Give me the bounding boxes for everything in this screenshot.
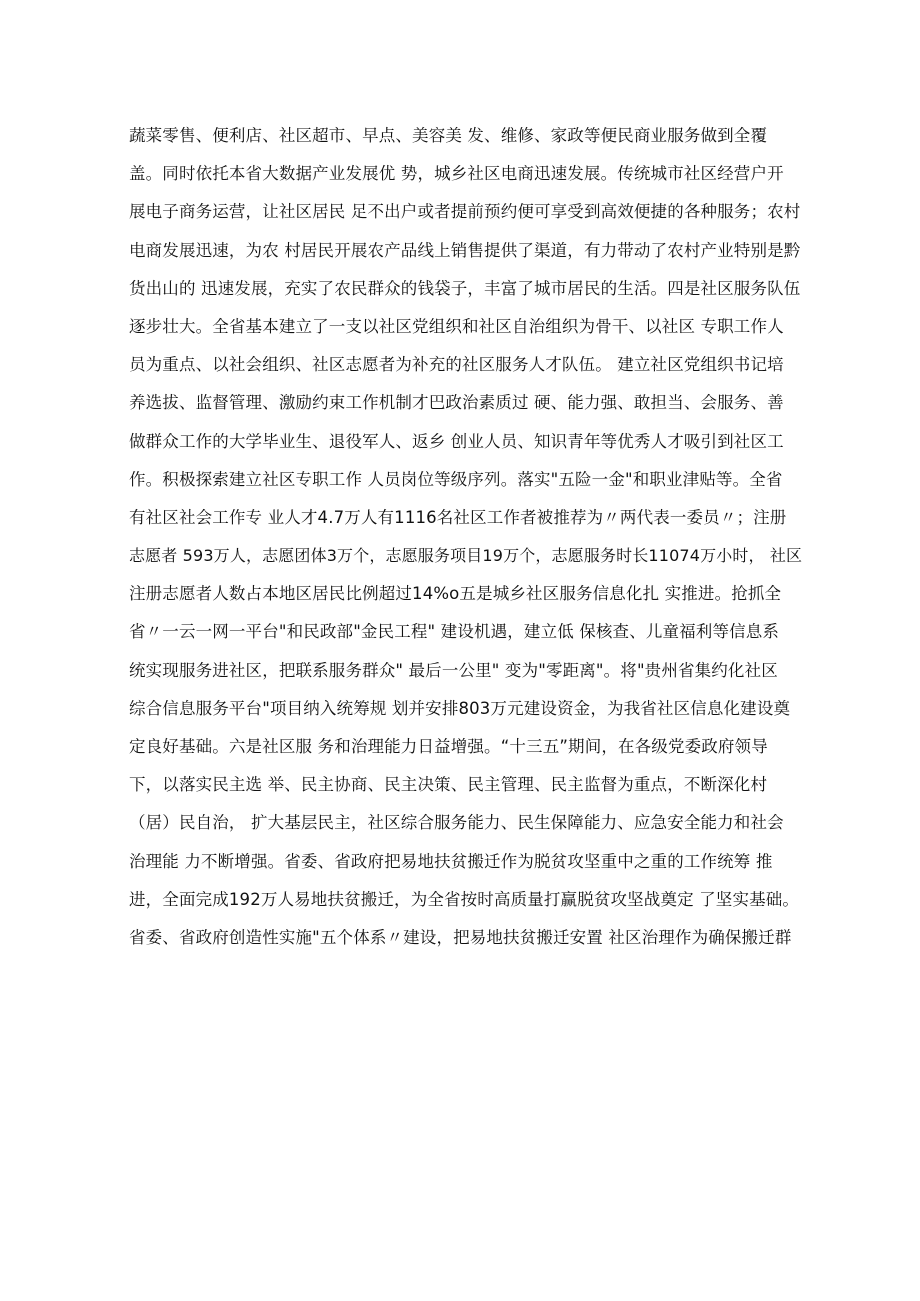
body-text: [129, 117, 809, 957]
text-line-18: 下，以落实民主选 举、民主协商、民主决策、民主管理、民主监督为重点，不断深化村: [129, 775, 768, 795]
text-line-8: 养选拔、监督管理、激励约束工作机制才巴政治素质过 硬、能力强、敢担当、会服务、善: [129, 393, 784, 413]
text-line-7: 员为重点、以社会组织、社区志愿者为补充的社区服务人才队伍。 建立社区党组织书记培: [129, 355, 784, 375]
text-line-14: 省〃一云一网一平台"和民政部"金民工程" 建设机遇，建立低 保核查、儿童福利等信息系: [129, 622, 780, 642]
text-line-13: 注册志愿者人数占本地区居民比例超过14%o五是城乡社区服务信息化扎 实推进。抢抓全: [129, 584, 782, 604]
text-line-1: 蔬菜零售、便利店、社区超市、早点、美容美 发、维修、家政等便民商业服务做到全覆: [129, 126, 768, 145]
text-line-10: 作。积极探索建立社区专职工作 人员岗位等级序列。落实"五险一金"和职业津贴等。全省: [129, 469, 783, 489]
text-line-3: 展电子商务运营，让社区居民 足不出户或者提前预约便可享受到高效便捷的各种服务；农村: [129, 202, 801, 222]
text-line-6: 逐步壮大。全省基本建立了一支以社区党组织和社区自治组织为骨干、以社区 专职工作人: [129, 316, 784, 336]
text-line-11: 有社区社会工作专 业人才4.7万人有1116名社区工作者被推荐为〃两代表一委员〃；注册: [129, 507, 787, 527]
text-line-9: 做群众工作的大学毕业生、退役军人、返乡 创业人员、知识青年等优秀人才吸引到社区工: [129, 431, 784, 451]
text-line-5: 货出山的 迅速发展，充实了农民群众的钱袋子，丰富了城市居民的生活。四是社区服务队伍: [129, 278, 801, 298]
text-line-16: 综合信息服务平台"项目纳入统筹规 划并安排803万元建设资金，为我省社区信息化建设奠: [129, 698, 791, 718]
text-line-4: 电商发展迅速，为农 村居民开展农产品线上销售提供了渠道，有力带动了农村产业特别是黔: [129, 240, 801, 260]
text-line-21: 进，全面完成192万人易地扶贫搬迁，为全省按时高质量打赢脱贫攻坚战奠定 了坚实基础。: [129, 889, 800, 909]
text-line-2: 盖。同时依托本省大数据产业发展优 势，城乡社区电商迅速发展。传统城市社区经营户开: [129, 164, 784, 184]
text-line-17: 定良好基础。六是社区服 务和治理能力日益增强。“十三五”期间，在各级党委政府领导: [129, 737, 768, 756]
text-line-19: （居）民自治， 扩大基层民主，社区综合服务能力、民生保障能力、应急安全能力和社会: [129, 813, 784, 833]
text-line-15: 统实现服务进社区，把联系服务群众" 最后一公里" 变为"零距离"。将"贵州省集约化社区: [129, 660, 778, 680]
text-line-12: 志愿者 593万人，志愿团体3万个，志愿服务项目19万个，志愿服务时长11074万小时， 社区: [129, 546, 803, 566]
text-line-20: 治理能 力不断增强。省委、省政府把易地扶贫搬迁作为脱贫攻坚重中之重的工作统筹 推: [129, 851, 773, 871]
text-line-22: 省委、省政府创造性实施"五个体系〃建设，把易地扶贫搬迁安置 社区治理作为确保搬迁群: [129, 927, 792, 947]
